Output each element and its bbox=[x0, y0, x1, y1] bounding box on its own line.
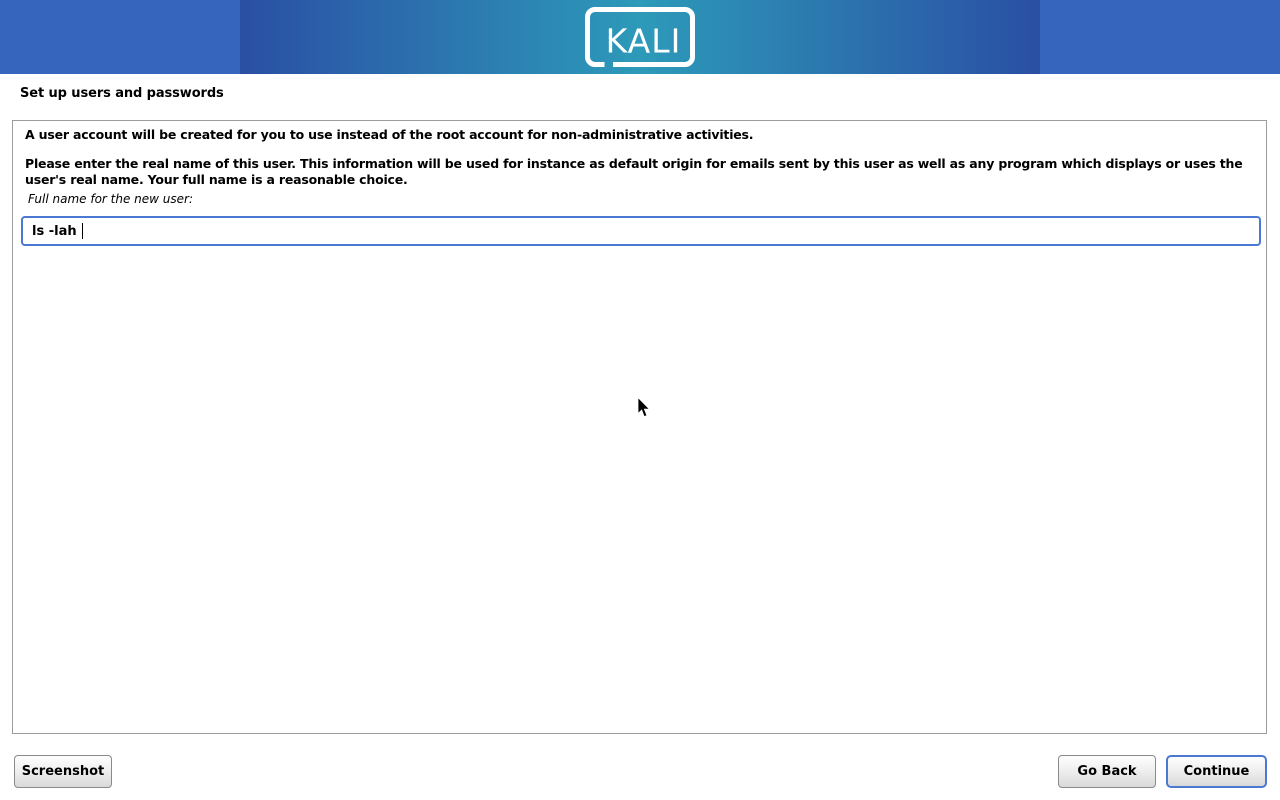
fullname-input[interactable] bbox=[21, 216, 1261, 246]
kali-logo-text: KALI bbox=[605, 21, 682, 61]
description-text: Please enter the real name of this user. This information will be used for instance as default origin for emails sent by this user as well as any program which displays or uses the user's real name. Your full name is a reasonable choice. bbox=[25, 156, 1243, 187]
intro-text: A user account will be created for you to use instead of the root account for non-administrative activities. bbox=[25, 127, 754, 142]
mouse-cursor-icon bbox=[637, 397, 651, 418]
page-title: Set up users and passwords bbox=[20, 86, 224, 101]
go-back-button-label: Go Back bbox=[1077, 764, 1137, 779]
continue-button[interactable] bbox=[1166, 755, 1267, 788]
continue-button-label: Continue bbox=[1183, 764, 1250, 779]
kali-banner bbox=[0, 0, 1280, 74]
screenshot-button-label: Screenshot bbox=[21, 764, 105, 779]
fullname-label: Full name for the new user: bbox=[28, 192, 194, 206]
screenshot-button[interactable] bbox=[14, 755, 112, 788]
go-back-button[interactable] bbox=[1058, 755, 1156, 788]
content-panel bbox=[12, 120, 1267, 734]
fullname-input-value: ls -lah bbox=[32, 223, 82, 239]
text-caret bbox=[82, 223, 83, 239]
kali-logo-icon bbox=[585, 7, 695, 67]
